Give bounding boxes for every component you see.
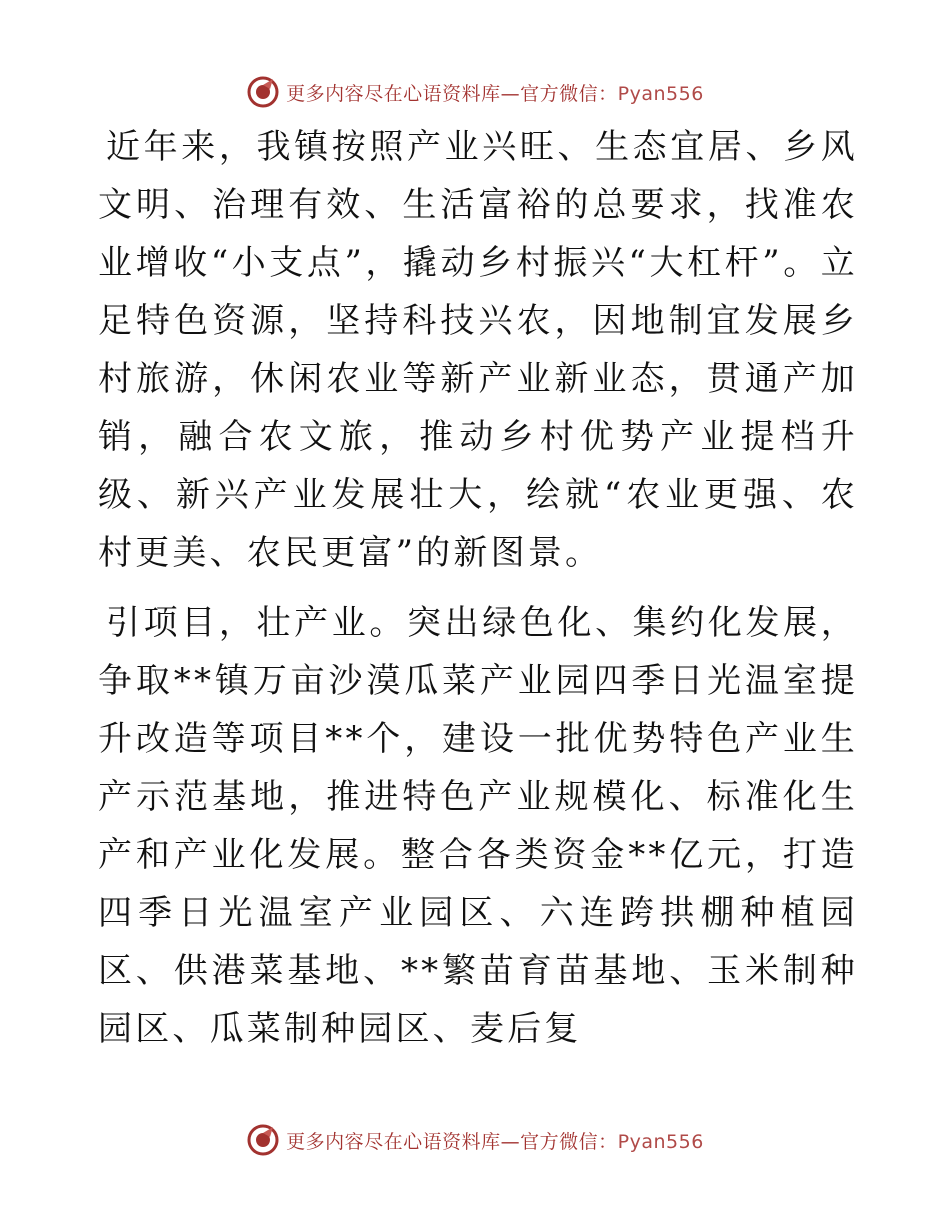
header-watermark xyxy=(0,72,950,112)
document-body xyxy=(98,118,858,1058)
logo-icon xyxy=(246,75,280,109)
paragraph-intro: 近年来，我镇按照产业兴旺、生态宜居、乡风文明、治理有效、生活富裕的总要求，找准农业增收“小支点”，撬动乡村振兴“大杠杆”。立足特色资源，坚持科技兴农，因地制宜发展乡村旅游，休闲农业等新产业新业态，贯通产加销，融合农文旅，推动乡村优势产业提档升级、新兴产业发展壮大，绘就“农业更强、农村更美、农民更富”的新图景。 xyxy=(98,127,858,573)
watermark-text: 更多内容尽在心语资料库—官方微信：Pyan556 xyxy=(286,82,704,105)
footer-watermark xyxy=(0,1120,950,1160)
watermark-text: 更多内容尽在心语资料库—官方微信：Pyan556 xyxy=(286,1130,704,1153)
paragraph-projects: 引项目，壮产业。突出绿色化、集约化发展，争取**镇万亩沙漠瓜菜产业园四季日光温室提升改造等项目**个，建设一批优势特色产业生产示范基地，推进特色产业规模化、标准化生产和产业化发展。整合各类资金**亿元，打造四季日光温室产业园区、六连跨拱棚种植园区、供港菜基地、**繁苗育苗基地、玉米制种园区、瓜菜制种园区、麦后复 xyxy=(98,603,858,1049)
logo-icon xyxy=(246,1123,280,1157)
